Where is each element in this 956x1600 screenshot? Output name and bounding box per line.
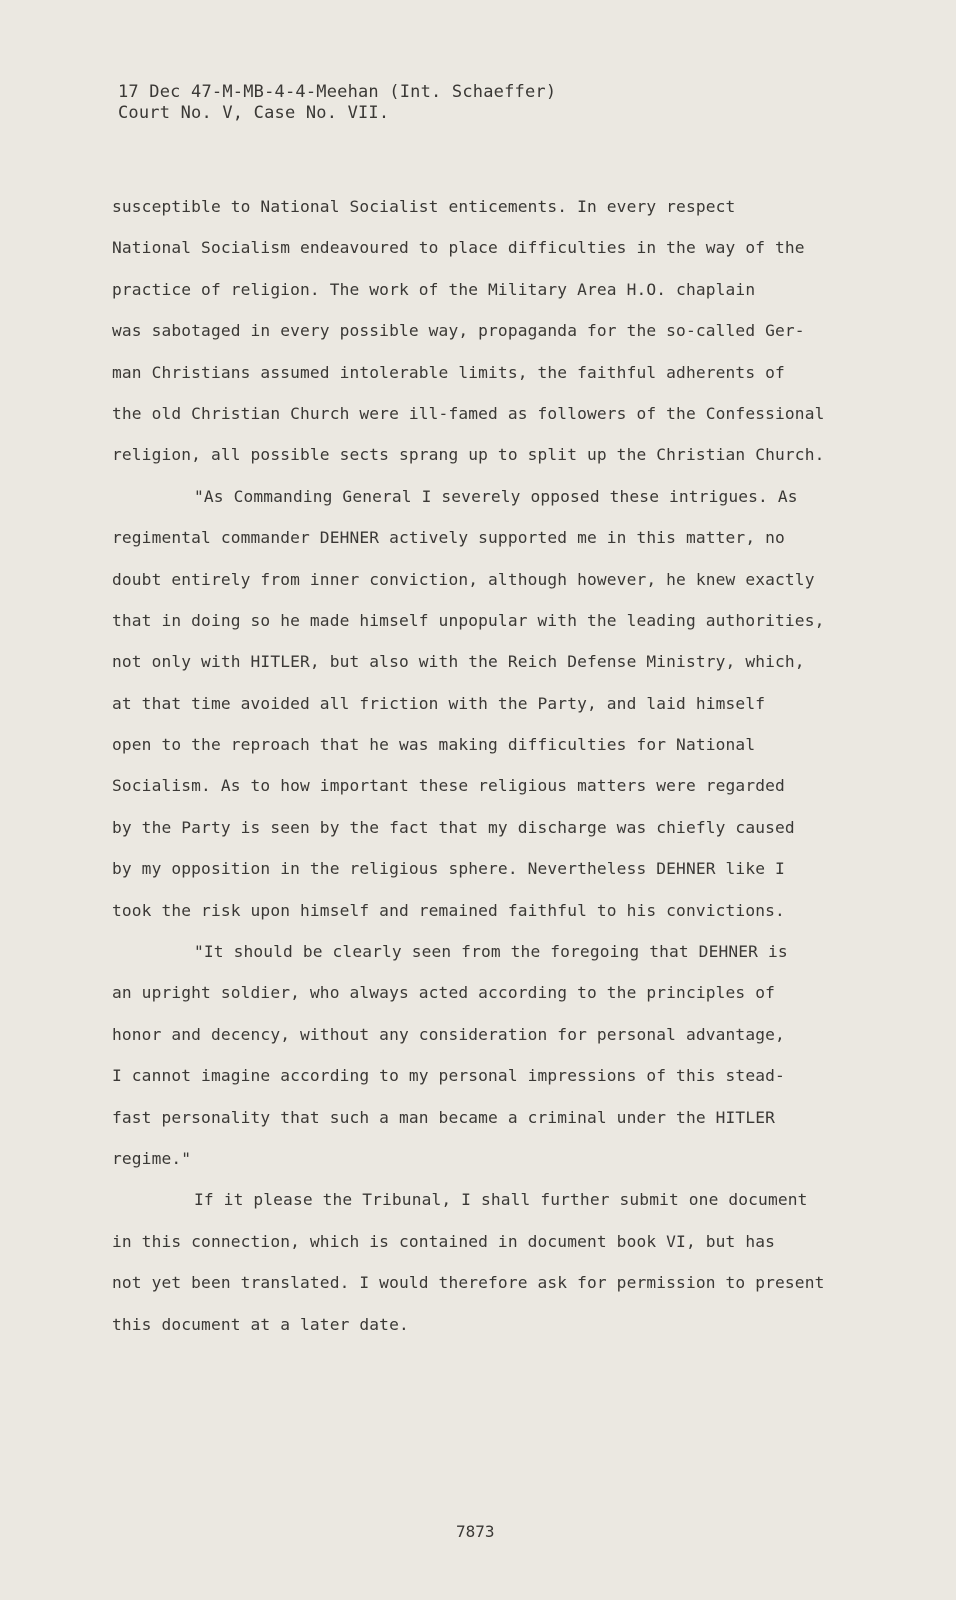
text-line: was sabotaged in every possible way, propaganda for the so-called Ger- xyxy=(112,321,805,341)
text-line: practice of religion. The work of the Military Area H.O. chaplain xyxy=(112,279,756,299)
transcript-body xyxy=(112,186,852,1345)
text-line: fast personality that such a man became a criminal under the HITLER xyxy=(112,1107,776,1127)
text-line: I cannot imagine according to my personal impressions of this stead- xyxy=(112,1066,785,1086)
text-line-paragraph-start: If it please the Tribunal, I shall further submit one document xyxy=(194,1190,808,1210)
header-line-date: 17 Dec 47-M-MB-4-4-Meehan (Int. Schaeffer) xyxy=(118,82,557,102)
text-line: man Christians assumed intolerable limits, the faithful adherents of xyxy=(112,362,785,382)
text-line: open to the reproach that he was making difficulties for National xyxy=(112,735,756,755)
text-line: honor and decency, without any consideration for personal advantage, xyxy=(112,1024,785,1044)
document-header xyxy=(118,82,556,124)
text-line: took the risk upon himself and remained faithful to his convictions. xyxy=(112,900,785,920)
text-line: an upright soldier, who always acted according to the principles of xyxy=(112,983,776,1003)
page-number: 7873 xyxy=(456,1522,495,1541)
text-line: regime." xyxy=(112,1148,192,1168)
text-line: religion, all possible sects sprang up to split up the Christian Church. xyxy=(112,445,825,465)
text-line: this document at a later date. xyxy=(112,1314,409,1334)
text-line: at that time avoided all friction with the Party, and laid himself xyxy=(112,693,766,713)
text-line: in this connection, which is contained in document book VI, but has xyxy=(112,1231,776,1251)
text-line: that in doing so he made himself unpopular with the leading authorities, xyxy=(112,610,825,630)
text-line: doubt entirely from inner conviction, although however, he knew exactly xyxy=(112,569,815,589)
text-line: Socialism. As to how important these religious matters were regarded xyxy=(112,776,785,796)
text-line: not yet been translated. I would therefore ask for permission to present xyxy=(112,1273,825,1293)
text-line: by the Party is seen by the fact that my discharge was chiefly caused xyxy=(112,817,795,837)
text-line: the old Christian Church were ill-famed as followers of the Confessional xyxy=(112,403,825,423)
text-line-paragraph-start: "As Commanding General I severely opposed these intrigues. As xyxy=(194,486,798,506)
text-line: susceptible to National Socialist enticements. In every respect xyxy=(112,197,736,216)
text-line: regimental commander DEHNER actively supported me in this matter, no xyxy=(112,528,785,548)
text-line: by my opposition in the religious sphere. Nevertheless DEHNER like I xyxy=(112,859,785,879)
text-line-paragraph-start: "It should be clearly seen from the foregoing that DEHNER is xyxy=(194,942,788,962)
text-line: not only with HITLER, but also with the Reich Defense Ministry, which, xyxy=(112,652,805,672)
text-line: National Socialism endeavoured to place difficulties in the way of the xyxy=(112,238,805,258)
header-line-court: Court No. V, Case No. VII. xyxy=(118,103,390,123)
